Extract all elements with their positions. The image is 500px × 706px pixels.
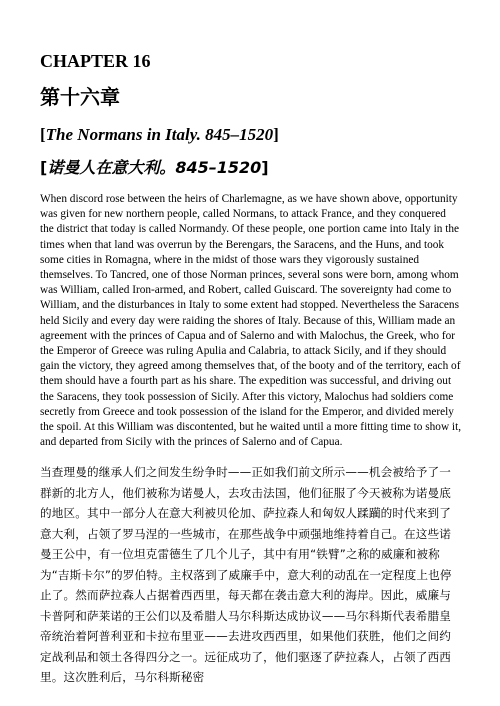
chapter-title-zh: 第十六章 — [40, 85, 120, 109]
chapter-subtitle-en — [40, 124, 462, 146]
chapter-title-en: CHAPTER 16 — [40, 51, 151, 71]
subtitle-en-close-bracket: ] — [273, 125, 279, 144]
subtitle-zh-text: 诺曼人在意大利。845–1520 — [47, 158, 262, 177]
document-page — [40, 50, 462, 688]
subtitle-en-open-bracket: [ — [40, 125, 46, 144]
body-paragraph-zh: 当查理曼的继承人们之间发生纷争时——正如我们前文所示——机会被给予了一群新的北方人，他们被称为诺曼人，去攻击法国，他们征服了今天被称为诺曼底的地区。其中一部分人在意大利被贝伦加、萨拉森人和匈奴人蹂躏的时代来到了意大利，占领了罗马涅的一些城市，在那些战争中顽强地维持着自己。在这些诺曼王公中，有一位坦克雷德生了几个儿子，其中有用“铁臂”之称的威廉和被称为“吉斯卡尔”的罗伯特。主权落到了威廉手中，意大利的动乱在一定程度上也停止了。然而萨拉森人占据着西西里，每天都在袭击意大利的海岸。因此，威廉与卡普阿和萨莱诺的王公们以及希腊人马尔科斯达成协议——马尔科斯代表希腊皇帝统治着阿普利亚和卡拉布里亚——去进攻西西里，如果他们获胜，他们之间约定战利品和领土各得四分之一。远征成功了，他们驱逐了萨拉森人，占领了西西里。这次胜利后，马尔科斯秘密 — [40, 465, 452, 685]
chapter-subtitle-zh — [40, 156, 462, 180]
subtitle-en-text: The Normans in Italy. 845–1520 — [45, 125, 274, 144]
body-paragraph-en: When discord rose between the heirs of Charlemagne, as we have shown above, opportunity was given for new northern people, called Normans, to attack France, and they conquered the district that today is called Normandy. Of these people, one portion came into Italy in the times when that land was overrun by the Berengars, the Saracens, and the Huns, and took some cities in Romagna, where in the midst of those wars they vigorously sustained themselves. To Tancred, one of those Norman princes, several sons were born, among whom was William, called Iron-armed, and Robert, called Guiscard. The sovereignty had come to William, and the disturbances in Italy to some extent had stopped. Nevertheless the Saracens held Sicily and every day were raiding the shores of Italy. Because of this, William made an agreement with the princes of Capua and of Salerno and with Malochus, the Greek, who for the Emperor of Greece was ruling Apulia and Calabria, to attack Sicily, and if they should gain the victory, they agreed among themselves that, of the booty and of the territory, each of them should have a fourth part as his share. The expedition was successful, and driving out the Saracens, they took possession of Sicily. After this victory, Malochus had soldiers come secretly from Greece and took possession of the island for the Emperor, and divided merely the spoil. At this William was discontented, but he waited until a more fitting time to show it, and departed from Sicily with the princes of Salerno and of Capua. — [40, 193, 462, 449]
subtitle-zh-open-bracket: [ — [40, 158, 48, 177]
subtitle-zh-close-bracket: ] — [261, 158, 269, 177]
